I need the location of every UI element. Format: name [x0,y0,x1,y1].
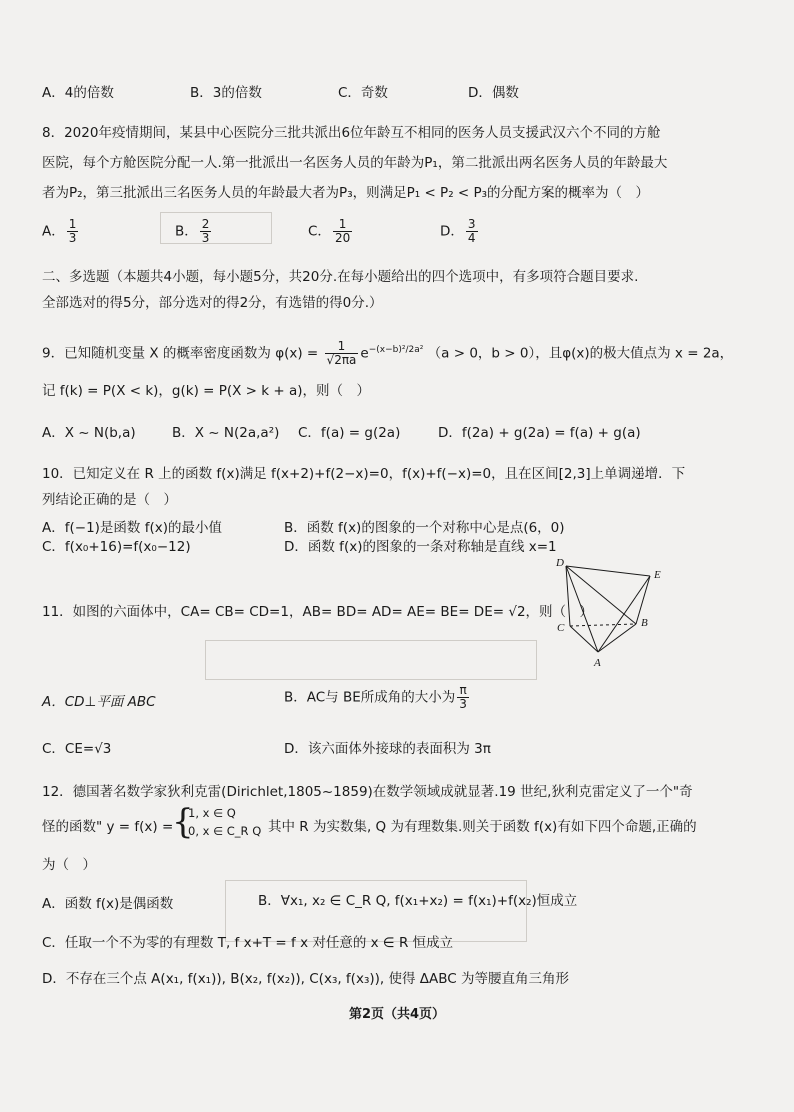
q7-option-a: A．4的倍数 [42,85,114,101]
q11-option-b: B．AC与 BE所成角的大小为 $\frac{\pi}{3}$ [284,683,467,711]
vertex-label-E: E [654,569,661,581]
edge-E-A [598,576,650,652]
q9-option-d: D．f(2a) + g(2a) = f(a) + g(a) [438,425,641,441]
section-2-heading-line-2: 全部选对的得5分，部分选对的得2分，有选错的得0分.） [42,295,383,311]
q11-option-c: C．CE=√3 [42,741,112,757]
edge-D-E [566,566,650,576]
q9-line-2: 记 f(k) = P(X < k)，g(k) = P(X > k + a)，则（ ） [42,383,371,399]
q11-line-1: 11．如图的六面体中，CA= CB= CD=1，AB= BD= AD= AE= BE= DE= √2，则（ ） [42,604,594,620]
q11-option-d: D．该六面体外接球的表面积为 3π [284,741,491,757]
q8-line-1: 8．2020年疫情期间，某县中心医院分三批共派出6位年龄互不相同的医务人员支援武汉六个不同的方舱 [42,125,661,141]
vertex-label-A: A [594,657,601,669]
section-2-heading-line-1: 二、多选题（本题共4小题，每小题5分，共20分.在每小题给出的四个选项中，有多项符合题目要求. [42,269,639,285]
q10-line-1: 10．已知定义在 R 上的函数 f(x)满足 f(x+2)+f(2−x)=0，f(x)+f(−x)=0，且在区间[2,3]上单调递增．下 [42,466,686,482]
hexahedron-figure [552,556,692,674]
q8-option-b: B． $\frac{2}{3}$ [175,217,210,245]
bleed-through-table-2 [225,880,527,942]
q12-brace: { [172,802,194,842]
q12-option-d: D．不存在三个点 A(x₁, f(x₁)), B(x₂, f(x₂)), C(x₃, f(x₃)), 使得 ΔABC 为等腰直角三角形 [42,971,569,987]
q12-option-b: B．∀x₁, x₂ ∈ C_R Q, f(x₁+x₂) = f(x₁)+f(x₂)恒成立 [258,893,578,909]
q7-option-d: D．偶数 [468,85,519,101]
q7-option-c: C．奇数 [338,85,388,101]
q9-line-1: 9．已知随机变量 X 的概率密度函数为 φ(x) = $\frac{1}{√2\pi a}$ $e^{-(x-b)^2/2a^2}$ （a > 0，b > 0），且φ(x)的极大值点为 x = 2a， [42,339,734,367]
q12-case-1: 1, x ∈ Q [188,806,236,820]
q12-option-a: A．函数 f(x)是偶函数 [42,896,174,912]
q12-line-2-b: 其中 R 为实数集, Q 为有理数集.则关于函数 f(x)有如下四个命题,正确的 [268,819,697,835]
vertex-label-B: B [641,617,648,629]
q7-option-b: B．3的倍数 [190,85,262,101]
q8-option-c-fraction: $\frac{1}{20}$ [334,217,351,245]
edge-C-B [570,624,636,626]
q8-option-d-fraction: $\frac{3}{4}$ [467,217,476,245]
q9-option-c: C．f(a) = g(2a) [298,425,401,441]
q9-option-b: B．X ~ N(2a,a²) [172,425,280,441]
edge-C-A [570,626,598,652]
vertex-label-C: C [557,622,565,634]
q12-line-2: 怪的函数" y = f(x) = [42,819,174,835]
q12-case-2: 0, x ∈ C_R Q [188,824,262,838]
edge-B-A [598,624,636,652]
q8-option-a-fraction: $\frac{1}{3}$ [68,217,77,245]
q11-option-a: A．CD⊥平面 ABC [42,694,156,710]
q8-option-b-fraction: $\frac{2}{3}$ [201,217,210,245]
q12-option-c: C．任取一个不为零的有理数 T, f x+T = f x 对任意的 x ∈ R 恒成立 [42,935,454,951]
q10-option-a: A．f(−1)是函数 f(x)的最小值 [42,520,222,536]
bleed-through-table [205,640,537,680]
q8-line-2: 医院，每个方舱医院分配一人.第一批派出一名医务人员的年龄为P₁，第二批派出两名医务人员的年龄最大 [42,155,668,171]
vertex-label-D: D [556,557,564,569]
q10-option-b: B．函数 f(x)的图象的一个对称中心是点(6，0) [284,520,565,536]
q8-line-3: 者为P₂，第三批派出三名医务人员的年龄最大者为P₃，则满足P₁ < P₂ < P₃的分配方案的概率为（ ） [42,185,650,201]
q12-line-3: 为（ ） [42,857,96,873]
page-footer: 第2页（共4页） [348,1007,446,1022]
q8-option-d: D． $\frac{3}{4}$ [440,217,476,245]
q10-option-d: D．函数 f(x)的图象的一条对称轴是直线 x=1 [284,539,557,555]
q8-option-c: C． $\frac{1}{20}$ [308,217,351,245]
q11-option-b-fraction: $\frac{\pi}{3}$ [459,683,467,711]
q12-line-1: 12．德国著名数学家狄利克雷(Dirichlet,1805~1859)在数学领域成就显著.19 世纪,狄利克雷定义了一个"奇 [42,784,693,800]
q9-option-a: A．X ~ N(b,a) [42,425,136,441]
q10-line-2: 列结论正确的是（ ） [42,492,177,508]
q10-option-c: C．f(x₀+16)=f(x₀−12) [42,539,191,555]
q9-density-fraction: $\frac{1}{√2\pi a}$ [326,339,357,367]
q8-option-a: A． $\frac{1}{3}$ [42,217,77,245]
